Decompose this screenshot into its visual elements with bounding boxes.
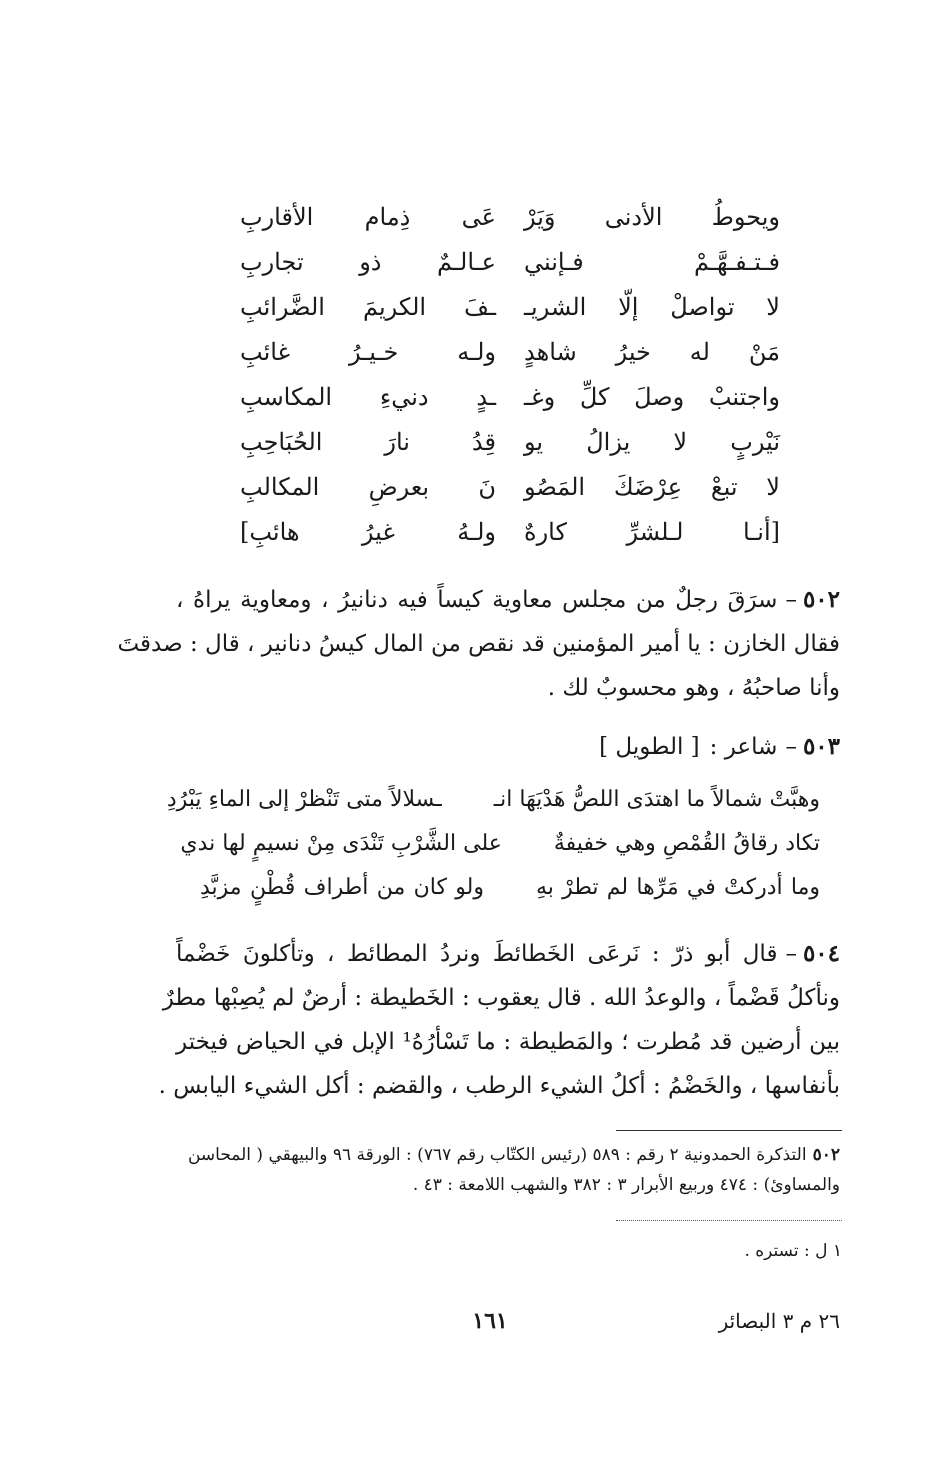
entry-text: سرَقَ رجلٌ من مجلس معاوية كيساً فيه دنانيرُ ، ومعاوية يراهُ ، — [176, 587, 778, 613]
verse-first-hemistich: فـتـفـهَّـمْ فـإنني — [524, 248, 780, 276]
verse-first-hemistich: مَنْ له خيرُ شاهدٍ — [524, 338, 780, 366]
verse-first-hemistich: لا تبعْ عِرْضَكَ المَصُو — [524, 473, 780, 501]
entry-dash: – — [785, 734, 797, 760]
verse-second-hemistich: ـدٍ دنيءِ المكاسبِ — [240, 383, 496, 411]
verse-first-hemistich: [أنـا لـلشرِّ كارهٌ — [524, 518, 780, 546]
entry-502 — [117, 578, 840, 710]
poem-verse — [240, 330, 780, 375]
entry-dash: – — [785, 941, 797, 967]
verse-second-hemistich: على الشَّرْبِ تَنْدَى مِنْ نسيمٍ لها ندي — [180, 831, 502, 856]
poem-verse — [240, 465, 780, 510]
verse-second-hemistich: ولـه خـيـرُ غائبِ — [240, 338, 496, 366]
verse-first-hemistich: وهبَّتْ شمالاً ما اهتدَى اللصُّ هَدْيَهَا انـ — [493, 787, 820, 812]
poem-verse — [240, 510, 780, 555]
verse-first-hemistich: نَيْربٍ لا يزالُ يو — [524, 428, 780, 456]
verse-first-hemistich: وما أدركتْ في مَرِّها لم تطرْ بهِ — [536, 875, 820, 900]
entry-number: ٥٠٢ — [802, 586, 840, 613]
entry-dash: – — [785, 587, 797, 613]
variant-note: ١ ل : تستره . — [744, 1241, 842, 1261]
verse-first-hemistich: واجتنبْ وصلَ كلِّ وغـ — [524, 383, 780, 411]
footnote-line: والمساوئ) : ٤٧٤ وربيع الأبرار ٣ : ٣٨٢ والشهب اللامعة : ٤٣ . — [412, 1175, 840, 1195]
entry-line — [176, 578, 840, 622]
poem-verse — [240, 240, 780, 285]
page-number: ١٦١ — [472, 1308, 508, 1334]
footnote-line — [176, 1140, 840, 1170]
poem-verse — [180, 822, 820, 866]
footnote-text: التذكرة الحمدونية ٢ رقم : ٥٨٩ (رئيس الكتّاب رقم ٧٦٧) : الورقة ٩٦ والبيهقي ( المحاسن — [187, 1145, 807, 1165]
printer-signature: ٢٦ م ٣ البصائر — [718, 1309, 840, 1333]
entry-number: ٥٠٣ — [802, 733, 840, 760]
verse-second-hemistich: عـالـمٌ ذو تجاربِ — [240, 248, 496, 276]
poem-verse — [240, 420, 780, 465]
poem-top — [240, 195, 780, 555]
entry-line: ونأكلُ قَضْماً ، والوعدُ الله . قال يعقوب : الخَطيطة : أرضٌ لم يُصِبْها مطرٌ — [162, 985, 840, 1011]
verse-second-hemistich: ولـهُ غيرُ هائبِ] — [240, 518, 496, 546]
poem-verse — [240, 375, 780, 420]
verse-second-hemistich: ـسلالاً متى تَنْظرْ إلى الماءِ يَبْرُدِ — [166, 787, 442, 812]
poem-verse — [240, 195, 780, 240]
entry-line: وأنا صاحبُهُ ، وهو محسوبٌ لك . — [547, 675, 840, 701]
entry-503-header — [176, 725, 840, 769]
verse-second-hemistich: عَى ذِمام الأقاربِ — [240, 203, 496, 231]
poem-503 — [166, 778, 820, 910]
poem-verse — [166, 778, 820, 822]
poem-verse — [200, 866, 820, 910]
verse-first-hemistich: ويحوطُ الأدنى وَيَرْ — [524, 203, 780, 231]
verse-first-hemistich: تكاد رقاقُ القُمْصِ وهي خفيفةٌ — [553, 831, 820, 856]
verse-second-hemistich: ولو كان من أطراف قُطْنٍ مزبَّدِ — [200, 875, 484, 900]
verse-second-hemistich: ـفَ الكريمَ الضَّرائبِ — [240, 293, 496, 321]
entry-label: شاعر : — [709, 734, 778, 760]
poetic-meter: [ الطويل ] — [599, 734, 700, 760]
entry-504 — [158, 932, 840, 1108]
poem-verse — [240, 285, 780, 330]
entry-number: ٥٠٤ — [802, 940, 840, 967]
entry-line: بأنفاسها ، والخَضْمُ : أكلُ الشيء الرطب ، والقضم : أكل الشيء اليابس . — [158, 1073, 840, 1099]
variant-divider — [616, 1220, 842, 1221]
entry-line — [176, 932, 840, 976]
footnote-502 — [176, 1140, 840, 1200]
entry-line: بين أرضين قد مُطرت ؛ والمَطيطة : ما تَسْأرُهُ¹ الإبل في الحياض فيختر — [176, 1029, 840, 1055]
entry-line: فقال الخازن : يا أمير المؤمنين قد نقص من المال كيسُ دنانير ، قال : صدقتَ — [117, 631, 840, 657]
footnote-number: ٥٠٢ — [812, 1145, 840, 1165]
footnote-divider — [616, 1130, 842, 1131]
entry-text: قال أبو ذرّ : نَرعَى الخَطائطَ ونردُ المطائط ، وتأكلونَ خَضْماً — [176, 941, 778, 967]
verse-second-hemistich: نَ بعرضِ المكالبِ — [240, 473, 496, 501]
verse-first-hemistich: لا تواصلْ إلّا الشريـ — [524, 293, 780, 321]
verse-second-hemistich: قِدُ نارَ الحُبَاحِبِ — [240, 428, 496, 456]
